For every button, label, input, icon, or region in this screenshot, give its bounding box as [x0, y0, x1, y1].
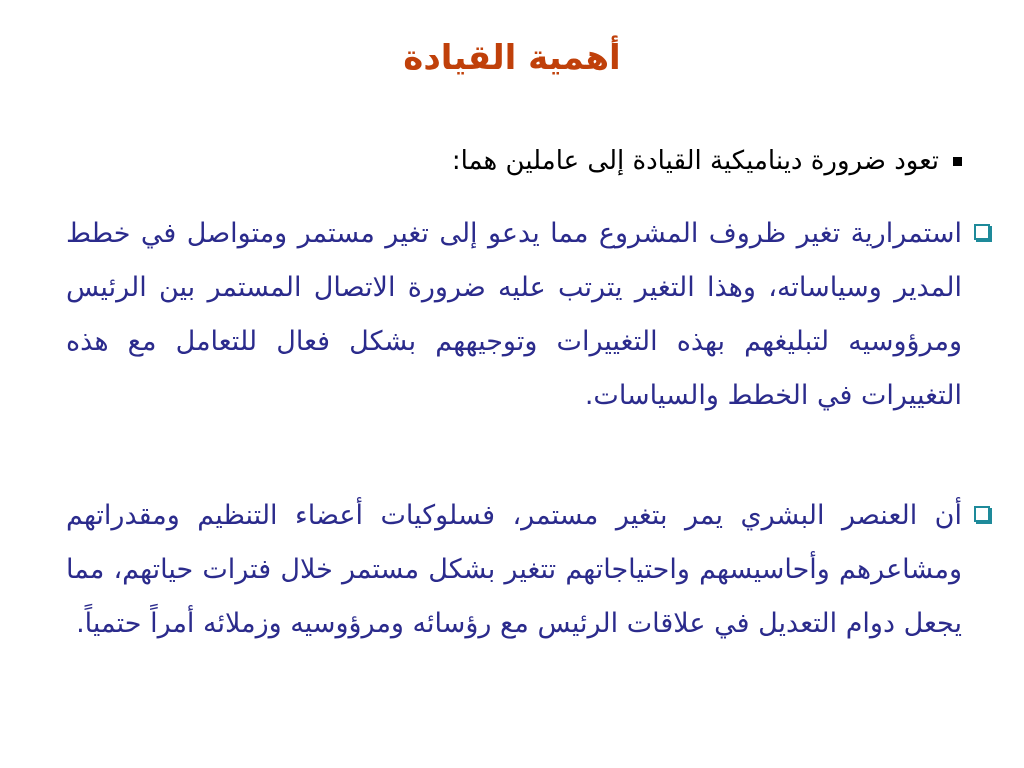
- bullet-point-2: [66, 489, 962, 651]
- bullet-point-1: [66, 207, 962, 423]
- slide-title: أهمية القيادة: [403, 38, 621, 78]
- intro-line: [62, 143, 962, 179]
- checkbox-bullet-icon: [974, 506, 990, 522]
- bullet-point-1-text: استمرارية تغير ظروف المشروع مما يدعو إلى تغير مستمر ومتواصل في خطط المدير وسياساته، وهذا التغير يترتب عليه ضرورة الاتصال المستمر بين الرئيس ومرؤوسيه لتبليغهم بهذه التغييرات وتوجيههم بشكل فعال للتعامل مع هذه التغييرات في الخطط والسياسات.: [66, 218, 962, 411]
- checkbox-bullet-icon: [974, 224, 990, 240]
- square-bullet-icon: [953, 157, 962, 166]
- bullet-point-2-text: أن العنصر البشري يمر بتغير مستمر، فسلوكيات أعضاء التنظيم ومقدراتهم ومشاعرهم وأحاسيسهم واحتياجاتهم تتغير بشكل مستمر خلال فترات حياتهم، مما يجعل دوام التعديل في علاقات الرئيس مع رؤسائه ومرؤوسيه وزملائه أمراً حتمياً.: [66, 500, 962, 639]
- intro-text: تعود ضرورة ديناميكية القيادة إلى عاملين هما:: [451, 146, 939, 176]
